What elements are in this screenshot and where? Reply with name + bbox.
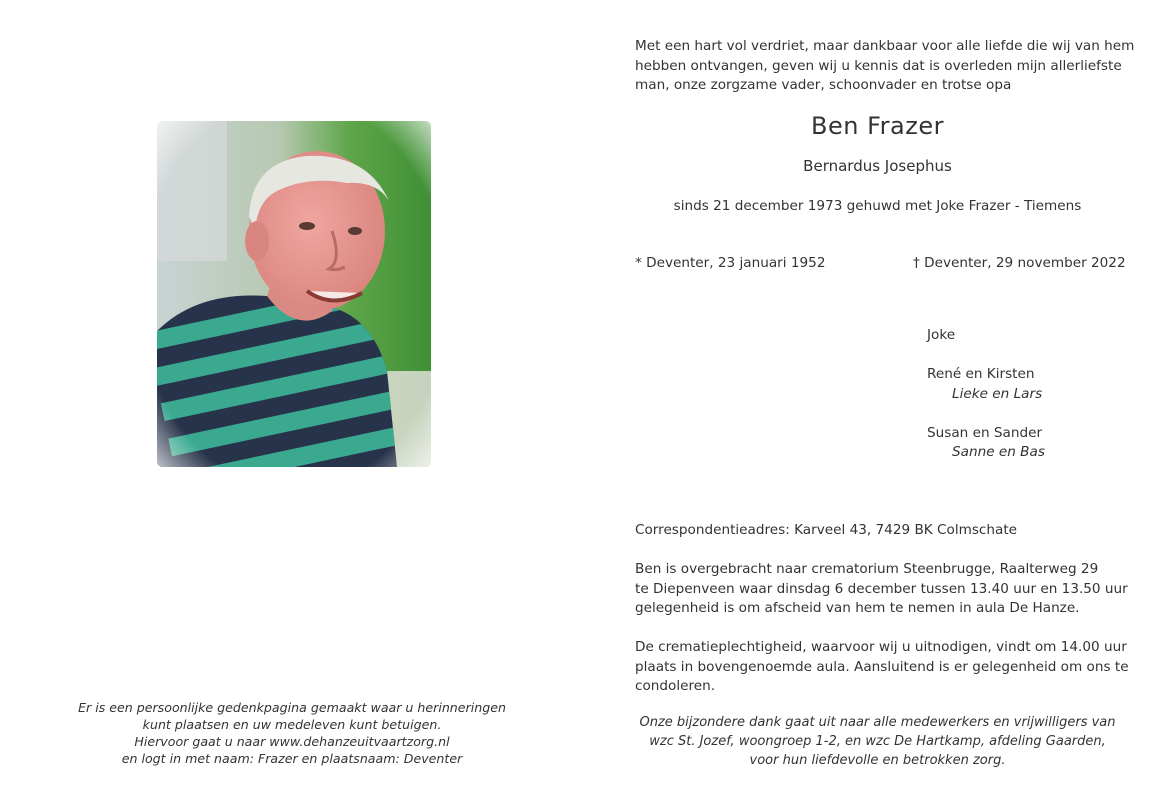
note-line: Hiervoor gaat u naar www.dehanzeuitvaartzorg.nl [134, 734, 450, 749]
family-spouse: Joke [927, 327, 956, 343]
intro-line: hebben ontvangen, geven wij u kennis dat is overleden mijn allerliefste [635, 57, 1122, 74]
transfer-line: gelegenheid is om afscheid van hem te nemen in aula De Hanze. [635, 600, 1080, 616]
intro-text [635, 37, 1135, 96]
intro-line: Met een hart vol verdriet, maar dankbaar voor alle liefde die wij van hem [635, 38, 1135, 54]
note-line: en logt in met naam: Frazer en plaatsnaam: Deventer [121, 751, 463, 766]
thanks-note [620, 713, 1135, 770]
note-line: kunt plaatsen en uw medeleven kunt betuigen. [142, 717, 442, 732]
transfer-info [635, 560, 1135, 619]
family-grandchildren: Lieke en Lars [952, 386, 1043, 402]
ceremony-line: condoleren. [635, 678, 716, 694]
ceremony-info [635, 638, 1135, 697]
family-child: René en Kirsten [927, 366, 1035, 382]
ceremony-line: plaats in bovengenoemde aula. Aansluitend is er gelegenheid om ons te [635, 658, 1129, 675]
deceased-name: Ben Frazer [811, 112, 944, 140]
deceased-full-name: Bernardus Josephus [803, 157, 952, 175]
note-line: Er is een persoonlijke gedenkpagina gemaakt waar u herinneringen [78, 700, 506, 715]
thanks-line: Onze bijzondere dank gaat uit naar alle medewerkers en vrijwilligers van [639, 715, 1116, 730]
thanks-line: wzc St. Jozef, woongroep 1-2, en wzc De Hartkamp, afdeling Gaarden, [649, 734, 1106, 749]
transfer-line: Ben is overgebracht naar crematorium Steenbrugge, Raalterweg 29 [635, 561, 1099, 577]
marriage-info: sinds 21 december 1973 gehuwd met Joke Frazer - Tiemens [673, 198, 1082, 214]
correspondence-line: Correspondentieadres: Karveel 43, 7429 BK Colmschate [635, 522, 1018, 538]
birth-info: * Deventer, 23 januari 1952 [635, 255, 826, 271]
intro-line: man, onze zorgzame vader, schoonvader en trotse opa [635, 77, 1012, 93]
thanks-line: voor hun liefdevolle en betrokken zorg. [749, 753, 1006, 768]
family-child: Susan en Sander [927, 425, 1043, 441]
family-grandchildren: Sanne en Bas [952, 444, 1045, 460]
memorial-page-note [70, 699, 514, 767]
portrait-photo [157, 121, 431, 467]
transfer-line: te Diepenveen waar dinsdag 6 december tussen 13.40 uur en 13.50 uur [635, 580, 1128, 597]
death-info: † Deventer, 29 november 2022 [913, 255, 1126, 271]
correspondence-address [635, 521, 1135, 541]
ceremony-line: De crematieplechtigheid, waarvoor wij u uitnodigen, vindt om 14.00 uur [635, 639, 1127, 655]
